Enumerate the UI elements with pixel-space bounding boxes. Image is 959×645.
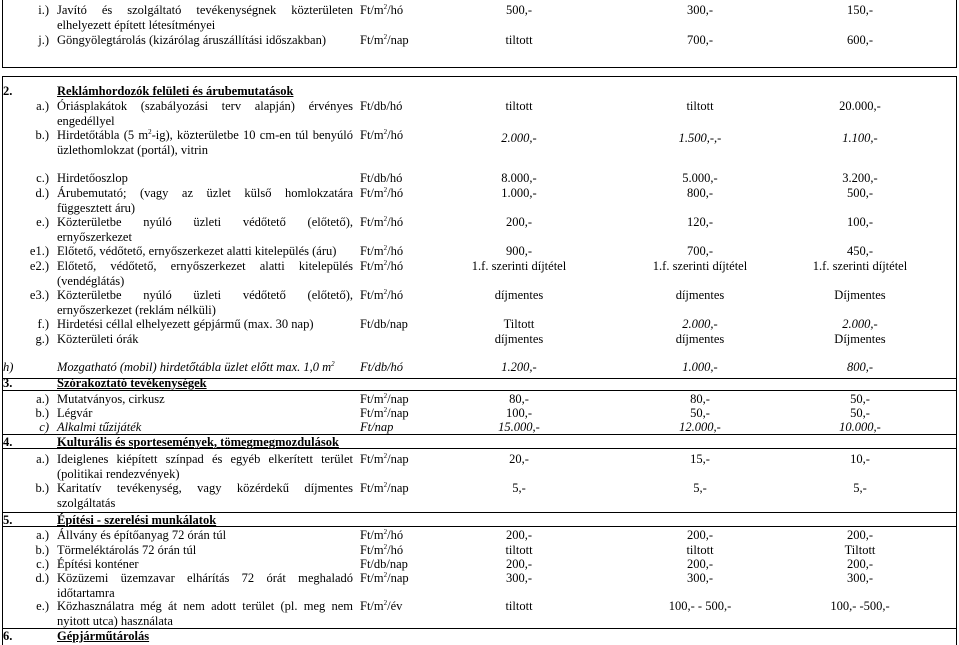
- value-col2: 300,-: [686, 3, 714, 17]
- table-rule: [2, 67, 957, 68]
- row-unit: $Ft/m^2$/nap: [360, 391, 409, 406]
- value-col1: tiltott: [505, 99, 533, 113]
- row-description: Árubemutató; (vagy az üzlet külső homlokzatára függesztett áru): [57, 186, 353, 215]
- value-col2: 1.000,-: [682, 360, 718, 374]
- value-col3: 1.100,-: [842, 131, 878, 145]
- row-label: f.): [37, 317, 49, 331]
- section-number: 4.: [3, 435, 13, 449]
- row-label: c): [39, 420, 49, 434]
- section-title: Kulturális és sportesemények, tömegmegmozdulások: [57, 435, 339, 449]
- row-description: Légvár: [57, 406, 93, 420]
- row-label: c.): [36, 557, 49, 571]
- value-col2: 1.500,-,-: [678, 131, 722, 145]
- value-col2: 1.f. szerinti díjtétel: [652, 259, 748, 273]
- value-col3: Díjmentes: [834, 332, 886, 346]
- value-col1: tiltott: [505, 599, 533, 613]
- value-col2: díjmentes: [675, 332, 725, 346]
- value-col1: Tiltott: [503, 317, 535, 331]
- row-label: e.): [36, 215, 49, 229]
- value-col3: 200,-: [846, 557, 874, 571]
- row-unit: $Ft/m^2/hó$: [360, 243, 404, 258]
- value-col3: Díjmentes: [834, 288, 886, 302]
- row-description: Hirdetőtábla (5 $m^2-ig$), közterületbe 10 cm-en túl benyúló üzlethomlokzat (portál), vitrin: [57, 127, 353, 157]
- value-col2: 15,-: [690, 452, 710, 466]
- value-col3: Tiltott: [844, 543, 876, 557]
- value-col2: 200,-: [686, 557, 714, 571]
- row-unit: $Ft/m^2/hó$: [360, 527, 404, 542]
- value-col3: 10,-: [850, 452, 870, 466]
- row-label: b.): [35, 481, 49, 495]
- row-label: c.): [36, 171, 49, 185]
- row-label: h): [3, 360, 14, 374]
- row-description: Közterületbe nyúló üzleti védőtető (előtető), ernyőszerkezet: [57, 215, 353, 244]
- value-col2: 80,-: [690, 392, 710, 406]
- row-unit: $Ft/m^2/hó$: [360, 214, 404, 229]
- row-description: Mozgatható (mobil) hirdetőtábla üzlet előtt max. 1,0 $m^2$: [57, 359, 335, 374]
- value-col1: 1.f. szerinti díjtétel: [471, 259, 567, 273]
- row-unit: Ft/db/nap: [360, 317, 408, 331]
- row-description: Ideiglenes kiépített színpad és egyéb elkerített terület (politikai rendezvények): [57, 452, 353, 481]
- value-col1: tiltott: [505, 33, 533, 47]
- value-col2: tiltott: [686, 99, 714, 113]
- row-label: b.): [35, 128, 49, 142]
- value-col3: 10.000,-: [839, 420, 881, 434]
- value-col1: 500,-: [505, 3, 533, 17]
- row-description: Előtető, védőtető, ernyőszerkezet alatti kitelepülés (vendéglátás): [57, 259, 353, 288]
- value-col2: 120,-: [686, 215, 714, 229]
- value-col1: 200,-: [505, 528, 533, 542]
- row-label: i.): [38, 3, 49, 17]
- row-description: Alkalmi tűzijáték: [57, 420, 142, 434]
- row-label: g.): [35, 332, 49, 346]
- value-col1: 200,-: [505, 557, 533, 571]
- row-label: a.): [36, 528, 49, 542]
- value-col1: 8.000,-: [501, 171, 537, 185]
- value-col3: 100,- -500,-: [830, 599, 890, 613]
- row-label: a.): [36, 452, 49, 466]
- value-col2: 12.000,-: [679, 420, 721, 434]
- value-col1: díjmentes: [494, 288, 544, 302]
- value-col1: 15.000,-: [498, 420, 540, 434]
- value-col1: díjmentes: [494, 332, 544, 346]
- row-label: e.): [36, 599, 49, 613]
- row-description: Közhasználatra még át nem adott terület (pl. meg nem nyitott utca) használata: [57, 599, 353, 628]
- value-col1: 5,-: [512, 481, 526, 495]
- value-col1: 20,-: [509, 452, 529, 466]
- row-label: d.): [35, 571, 49, 585]
- row-label: e2.): [29, 259, 49, 273]
- value-col3: 50,-: [850, 392, 870, 406]
- row-description: Közüzemi üzemzavar elhárítás 72 órát meghaladó időtartamra: [57, 571, 353, 600]
- value-col2: díjmentes: [675, 288, 725, 302]
- row-unit: $Ft/m^2/hó$: [360, 258, 404, 273]
- value-col2: 100,- - 500,-: [668, 599, 732, 613]
- value-col2: tiltott: [686, 543, 714, 557]
- row-unit: $Ft/m^2$/nap: [360, 451, 409, 466]
- value-col2: 300,-: [686, 571, 714, 585]
- value-col1: 2.000,-: [501, 131, 537, 145]
- value-col2: 5,-: [693, 481, 707, 495]
- value-col3: 450,-: [846, 244, 874, 258]
- value-col3: 500,-: [846, 186, 874, 200]
- value-col3: 2.000,-: [842, 317, 878, 331]
- row-unit: $Ft/m^2$/nap: [360, 405, 409, 420]
- value-col2: 700,-: [686, 244, 714, 258]
- section-number: 5.: [3, 513, 13, 527]
- row-unit: $Ft/m^2/hó$: [360, 127, 404, 142]
- value-col3: 150,-: [846, 3, 874, 17]
- value-col1: tiltott: [505, 543, 533, 557]
- row-unit: $Ft/m^2$/nap: [360, 32, 409, 47]
- value-col2: 5.000,-: [682, 171, 718, 185]
- row-unit: Ft/db/hó: [360, 99, 403, 113]
- row-label: j.): [38, 33, 49, 47]
- row-description: Előtető, védőtető, ernyőszerkezet alatti kitelepülés (áru): [57, 244, 337, 258]
- row-label: a.): [36, 392, 49, 406]
- value-col1: 900,-: [505, 244, 533, 258]
- value-col3: 200,-: [846, 528, 874, 542]
- row-unit: $Ft/m^2/hó$: [360, 2, 404, 17]
- value-col3: 1.f. szerinti díjtétel: [812, 259, 908, 273]
- section-number: 6.: [3, 629, 13, 643]
- row-label: a.): [36, 99, 49, 113]
- value-col1: 80,-: [509, 392, 529, 406]
- value-col3: 600,-: [846, 33, 874, 47]
- row-description: Hirdetési céllal elhelyezett gépjármű (max. 30 nap): [57, 317, 314, 331]
- row-label: b.): [35, 406, 49, 420]
- row-description: Közterületi órák: [57, 332, 139, 346]
- row-description: Közterületbe nyúló üzleti védőtető (előtető), ernyőszerkezet (reklám nélküli): [57, 288, 353, 317]
- row-label: d.): [35, 186, 49, 200]
- row-description: Hirdetőoszlop: [57, 171, 128, 185]
- row-unit: $Ft/m^2$/nap: [360, 480, 409, 495]
- value-col2: 200,-: [686, 528, 714, 542]
- value-col3: 3.200,-: [842, 171, 878, 185]
- value-col2: 700,-: [686, 33, 714, 47]
- row-unit: Ft/db/nap: [360, 557, 408, 571]
- value-col2: 800,-: [686, 186, 714, 200]
- row-label: b.): [35, 543, 49, 557]
- row-unit: $Ft/m^2$/nap: [360, 570, 409, 585]
- value-col1: 1.000,-: [501, 186, 537, 200]
- row-unit: $Ft/m^2/év$: [360, 598, 403, 613]
- value-col1: 200,-: [505, 215, 533, 229]
- row-unit: Ft/nap: [360, 420, 394, 434]
- row-unit: Ft/db/hó: [360, 360, 404, 374]
- value-col1: 100,-: [505, 406, 533, 420]
- row-description: Javító és szolgáltató tevékenységnek közterületen elhelyezett épített létesítményei: [57, 3, 353, 32]
- row-description: Állvány és építőanyag 72 órán túl: [57, 528, 227, 542]
- row-unit: $Ft/m^2/hó$: [360, 287, 404, 302]
- value-col3: 20.000,-: [839, 99, 881, 113]
- row-unit: $Ft/m^2/hó$: [360, 185, 404, 200]
- value-col3: 300,-: [846, 571, 874, 585]
- value-col3: 100,-: [846, 215, 874, 229]
- value-col3: 800,-: [846, 360, 874, 374]
- value-col2: 50,-: [690, 406, 710, 420]
- section-number: 3.: [3, 376, 13, 390]
- value-col3: 5,-: [853, 481, 867, 495]
- section-number: 2.: [3, 84, 13, 98]
- row-label: e3.): [29, 288, 49, 302]
- row-unit: $Ft/m^2/hó$: [360, 542, 404, 557]
- row-description: Törmeléktárolás 72 órán túl: [57, 543, 197, 557]
- section-title: Szórakoztató tevékenységek: [57, 376, 207, 390]
- section-title: Építési - szerelési munkálatok: [57, 513, 217, 527]
- row-label: e1.): [29, 244, 49, 258]
- row-unit: Ft/db/hó: [360, 171, 403, 185]
- table-rule: [2, 76, 957, 77]
- value-col1: 300,-: [505, 571, 533, 585]
- value-col1: 1.200,-: [501, 360, 537, 374]
- row-description: Göngyölegtárolás (kizárólag áruszállítási időszakban): [57, 33, 327, 47]
- row-description: Mutatványos, cirkusz: [57, 392, 165, 406]
- section-title: Gépjárműtárolás: [57, 629, 150, 643]
- row-description: Óriásplakátok (szabályozási terv alapján) érvényes engedéllyel: [57, 99, 353, 128]
- value-col2: 2.000,-: [682, 317, 718, 331]
- row-description: Építési konténer: [57, 557, 139, 571]
- section-title: Reklámhordozók felületi és árubemutatások: [57, 84, 294, 98]
- value-col3: 50,-: [850, 406, 870, 420]
- row-description: Karitatív tevékenység, vagy közérdekű díjmentes szolgáltatás: [57, 481, 353, 510]
